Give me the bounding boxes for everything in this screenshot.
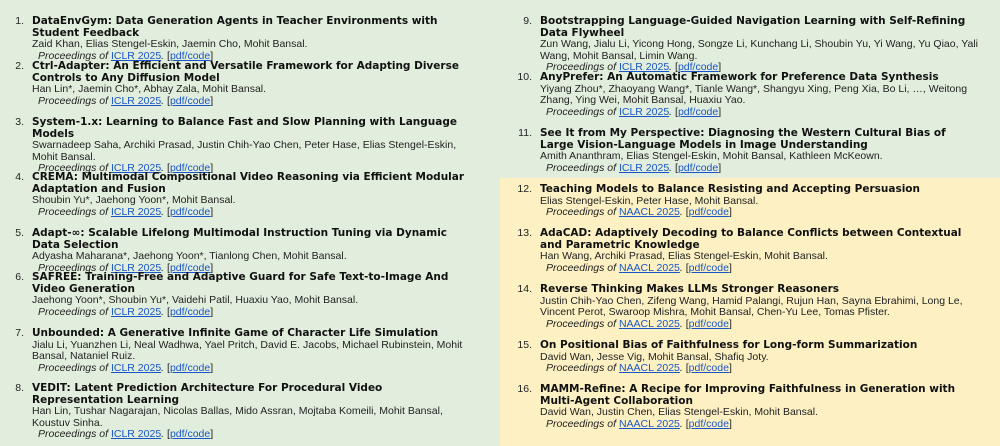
publication-venue: Proceedings of NAACL 2025. [pdf/code] (546, 417, 732, 430)
pdf-code-link[interactable]: pdf/code (169, 162, 211, 174)
publication-authors: Justin Chih-Yao Chen, Zifeng Wang, Hamid Palangi, Rujun Han, Sayna Ebrahimi, Long Le, Vincent Perot, Swaroop Mishra, Mohit Bansal, Chen-Yu Lee, Tomas Pfister. (540, 294, 963, 318)
publication-authors: Jialu Li, Yuanzhen Li, Neal Wadhwa, Yael Pritch, David E. Jacobs, Michael Rubinstein, Mohit Bansal, Nataniel Ruiz. (32, 338, 463, 362)
venue-link[interactable]: ICLR 2025 (618, 161, 670, 174)
publication-title: Adapt-∞: Scalable Lifelong Multimodal Instruction Tuning via Dynamic Data Selection (32, 227, 448, 251)
venue-prefix: Proceedings of (38, 49, 109, 62)
pdf-code-link[interactable]: pdf/code (688, 362, 729, 374)
publication-number: 15. (517, 339, 532, 351)
publication-body (540, 284, 978, 330)
pdf-code-link[interactable]: pdf/code (169, 94, 211, 107)
venue-link[interactable]: NAACL 2025 (618, 417, 680, 430)
publication-number: 8. (15, 382, 24, 394)
venue-link[interactable]: ICLR 2025 (110, 162, 162, 174)
venue-link[interactable]: NAACL 2025 (618, 261, 680, 274)
publication-number: 4. (15, 171, 24, 183)
publication-title: VEDIT: Latent Prediction Architecture For Procedural Video Representation Learning (32, 382, 383, 406)
publication-authors: Shoubin Yu*, Jaehong Yoon*, Mohit Bansal. (32, 194, 236, 206)
publication-title: Ctrl-Adapter: An Efficient and Versatile Framework for Adapting Diverse Controls to Any Diffusion Model (32, 60, 459, 84)
publication-venue: Proceedings of NAACL 2025. [pdf/code] (546, 206, 732, 218)
publication-venue: Proceedings of ICLR 2025. [pdf/code] (38, 162, 214, 174)
publication-number: 10. (517, 71, 532, 83)
publication-number: 7. (15, 327, 24, 339)
publication-body (540, 340, 978, 375)
pdf-code-link[interactable]: pdf/code (688, 317, 729, 330)
publication-authors: David Wan, Jesse Vig, Mohit Bansal, Shafiq Joty. (540, 350, 769, 363)
publication-venue: Proceedings of ICLR 2025. [pdf/code] (38, 94, 214, 107)
publication-authors: Zun Wang, Jialu Li, Yicong Hong, Songze Li, Kunchang Li, Shoubin Yu, Yi Wang, Yu Qiao, Yali Wang, Mohit Bansal, Limin Wang. (540, 38, 978, 62)
venue-link[interactable]: ICLR 2025 (618, 105, 670, 118)
publication-authors: Zaid Khan, Elias Stengel-Eskin, Jaemin Cho, Mohit Bansal. (32, 38, 308, 50)
publication-body (540, 184, 978, 219)
publication-venue: Proceedings of ICLR 2025. [pdf/code] (546, 61, 722, 73)
publication-number: 1. (15, 15, 24, 27)
publication-title: AdaCAD: Adaptively Decoding to Balance Conflicts between Contextual and Parametric Knowledge (540, 227, 962, 251)
publication-body (32, 117, 470, 175)
publication-number: 14. (517, 283, 532, 295)
publication-authors: Swarnadeep Saha, Archiki Prasad, Justin Chih-Yao Chen, Peter Hase, Elias Stengel-Eskin, Mohit Bansal. (32, 139, 457, 163)
publication-body (32, 272, 470, 318)
publication-authors: Amith Ananthram, Elias Stengel-Eskin, Mohit Bansal, Kathleen McKeown. (540, 150, 883, 162)
publication-authors: David Wan, Justin Chen, Elias Stengel-Eskin, Mohit Bansal. (540, 406, 818, 418)
publication-venue: Proceedings of NAACL 2025. [pdf/code] (546, 317, 732, 330)
publication-number: 12. (517, 183, 532, 195)
venue-prefix: Proceedings of (38, 205, 109, 218)
publication-number: 16. (517, 383, 532, 395)
publication-title: MAMM-Refine: A Recipe for Improving Faithfulness in Generation with Multi-Agent Collaboration (540, 383, 956, 407)
publication-body (32, 328, 470, 374)
venue-prefix: Proceedings of (38, 261, 109, 274)
pdf-code-link[interactable]: pdf/code (688, 261, 729, 274)
venue-prefix: Proceedings of (38, 94, 109, 107)
venue-link[interactable]: ICLR 2025 (110, 361, 162, 374)
publication-venue: Proceedings of ICLR 2025. [pdf/code] (546, 105, 722, 118)
publication-body (32, 61, 470, 107)
publication-title: See It from My Perspective: Diagnosing the Western Cultural Bias of Large Vision-Language Models in Image Understanding (540, 127, 946, 151)
venue-prefix: Proceedings of (38, 305, 109, 318)
publication-body (32, 172, 470, 218)
publication-title: SAFREE: Training-Free and Adaptive Guard for Safe Text-to-Image And Video Generation (32, 271, 449, 295)
publication-venue: Proceedings of ICLR 2025. [pdf/code] (546, 161, 722, 174)
publication-authors: Adyasha Maharana*, Jaehong Yoon*, Tianlong Chen, Mohit Bansal. (32, 250, 347, 262)
pdf-code-link[interactable]: pdf/code (169, 261, 211, 274)
publication-body (540, 128, 978, 174)
venue-link[interactable]: NAACL 2025 (618, 317, 680, 330)
publication-title: Unbounded: A Generative Infinite Game of Character Life Simulation (32, 327, 439, 339)
pdf-code-link[interactable]: pdf/code (677, 61, 719, 73)
venue-prefix: Proceedings of (546, 61, 617, 73)
pdf-code-link[interactable]: pdf/code (169, 305, 211, 318)
venue-prefix: Proceedings of (38, 361, 109, 374)
pdf-code-link[interactable]: pdf/code (677, 105, 719, 118)
publication-title: Bootstrapping Language-Guided Navigation Learning with Self-Refining Data Flywheel (540, 15, 966, 39)
venue-link[interactable]: ICLR 2025 (110, 261, 162, 274)
venue-link[interactable]: NAACL 2025 (618, 362, 680, 374)
publication-authors: Han Wang, Archiki Prasad, Elias Stengel-Eskin, Mohit Bansal. (540, 250, 828, 262)
publication-venue: Proceedings of ICLR 2025. [pdf/code] (38, 305, 214, 318)
publication-body (32, 228, 470, 274)
pdf-code-link[interactable]: pdf/code (169, 205, 211, 218)
venue-prefix: Proceedings of (546, 362, 617, 374)
publication-body (540, 16, 978, 74)
publication-body (540, 228, 978, 274)
venue-link[interactable]: NAACL 2025 (618, 206, 680, 218)
publication-authors: Yiyang Zhou*, Zhaoyang Wang*, Tianle Wang*, Shangyu Xing, Peng Xia, Bo Li, …, Weitong Zhang, Ying Wei, Mohit Bansal, Huaxiu Yao. (540, 82, 968, 106)
publication-title: System-1.x: Learning to Balance Fast and Slow Planning with Language Models (32, 116, 457, 140)
publication-venue: Proceedings of ICLR 2025. [pdf/code] (38, 49, 214, 62)
publication-authors: Elias Stengel-Eskin, Peter Hase, Mohit Bansal. (540, 194, 759, 207)
publication-venue: Proceedings of ICLR 2025. [pdf/code] (38, 361, 214, 374)
pdf-code-link[interactable]: pdf/code (169, 361, 211, 374)
pdf-code-link[interactable]: pdf/code (169, 428, 211, 440)
publication-number: 6. (15, 271, 24, 283)
venue-link[interactable]: ICLR 2025 (110, 205, 162, 218)
venue-prefix: Proceedings of (38, 162, 109, 174)
publication-title: AnyPrefer: An Automatic Framework for Preference Data Synthesis (540, 71, 939, 83)
venue-prefix: Proceedings of (546, 317, 617, 330)
publication-title: DataEnvGym: Data Generation Agents in Teacher Environments with Student Feedback (32, 15, 438, 39)
publication-venue: Proceedings of ICLR 2025. [pdf/code] (38, 205, 214, 218)
publication-title: Teaching Models to Balance Resisting and Accepting Persuasion (540, 183, 920, 195)
venue-link[interactable]: ICLR 2025 (110, 49, 162, 62)
publication-number: 3. (15, 116, 24, 128)
venue-link[interactable]: ICLR 2025 (618, 61, 670, 73)
publication-number: 13. (517, 227, 532, 239)
publication-title: CREMA: Multimodal Compositional Video Reasoning via Efficient Modular Adaptation and Fusion (32, 171, 465, 195)
venue-prefix: Proceedings of (546, 417, 617, 430)
pdf-code-link[interactable]: pdf/code (688, 417, 729, 430)
publication-venue: Proceedings of ICLR 2025. [pdf/code] (38, 261, 214, 274)
publication-authors: Han Lin*, Jaemin Cho*, Abhay Zala, Mohit Bansal. (32, 83, 267, 95)
venue-link[interactable]: ICLR 2025 (110, 428, 162, 440)
venue-link[interactable]: ICLR 2025 (110, 305, 162, 318)
publication-authors: Han Lin, Tushar Nagarajan, Nicolas Ballas, Mido Assran, Mojtaba Komeili, Mohit Bansal, Koustuv Sinha. (32, 405, 443, 429)
publication-venue: Proceedings of NAACL 2025. [pdf/code] (546, 261, 732, 274)
venue-link[interactable]: ICLR 2025 (110, 94, 162, 107)
venue-prefix: Proceedings of (546, 206, 617, 218)
venue-prefix: Proceedings of (546, 261, 617, 274)
publication-title: Reverse Thinking Makes LLMs Stronger Reasoners (540, 283, 840, 295)
publication-number: 5. (15, 227, 24, 239)
publication-body (540, 72, 978, 118)
publication-venue: Proceedings of ICLR 2025. [pdf/code] (38, 428, 214, 440)
publication-venue: Proceedings of NAACL 2025. [pdf/code] (546, 362, 732, 374)
publication-number: 2. (15, 60, 24, 72)
venue-prefix: Proceedings of (546, 161, 617, 174)
pdf-code-link[interactable]: pdf/code (169, 49, 211, 62)
publication-number: 11. (518, 127, 532, 139)
publication-title: On Positional Bias of Faithfulness for Long-form Summarization (540, 339, 918, 351)
publication-authors: Jaehong Yoon*, Shoubin Yu*, Vaidehi Patil, Huaxiu Yao, Mohit Bansal. (32, 294, 359, 306)
publication-number: 9. (523, 15, 532, 27)
publication-body (540, 384, 978, 430)
venue-prefix: Proceedings of (546, 105, 617, 118)
publication-body (32, 383, 470, 441)
publication-body (32, 16, 470, 62)
venue-prefix: Proceedings of (38, 428, 109, 440)
pdf-code-link[interactable]: pdf/code (688, 206, 729, 218)
pdf-code-link[interactable]: pdf/code (677, 161, 719, 174)
